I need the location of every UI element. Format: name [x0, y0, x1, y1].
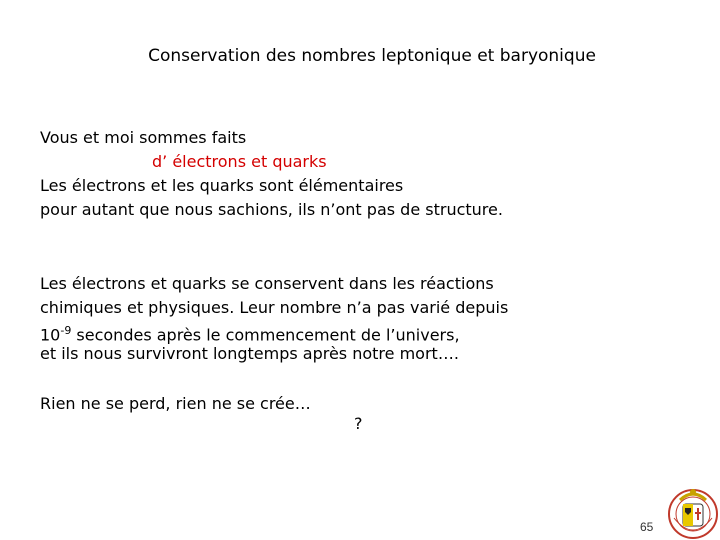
p2-line-3 — [40, 321, 460, 345]
power-exponent: -9 — [60, 324, 72, 337]
p2-line-4: et ils nous survivront longtemps après notre mort…. — [40, 344, 459, 363]
p1-line-4: pour autant que nous sachions, ils n’ont pas de structure. — [40, 200, 503, 219]
power-base: 10 — [40, 325, 61, 345]
p2-line-3-rest: secondes après le commencement de l’univers, — [71, 325, 460, 345]
page-number: 65 — [640, 520, 654, 534]
p2-line-2: chimiques et physiques. Leur nombre n’a pas varié depuis — [40, 298, 509, 317]
university-seal-icon — [666, 482, 720, 540]
p1-line-3: Les électrons et les quarks sont élémentaires — [40, 176, 404, 195]
slide-title: Conservation des nombres leptonique et baryonique — [148, 46, 596, 66]
p3-line-1: Rien ne se perd, rien ne se crée… — [40, 394, 311, 413]
p3-question-mark: ? — [354, 414, 363, 433]
p1-line-2-highlight: d’ électrons et quarks — [152, 152, 327, 171]
p2-line-1: Les électrons et quarks se conservent dans les réactions — [40, 274, 494, 293]
p1-line-1: Vous et moi sommes faits — [40, 128, 247, 147]
